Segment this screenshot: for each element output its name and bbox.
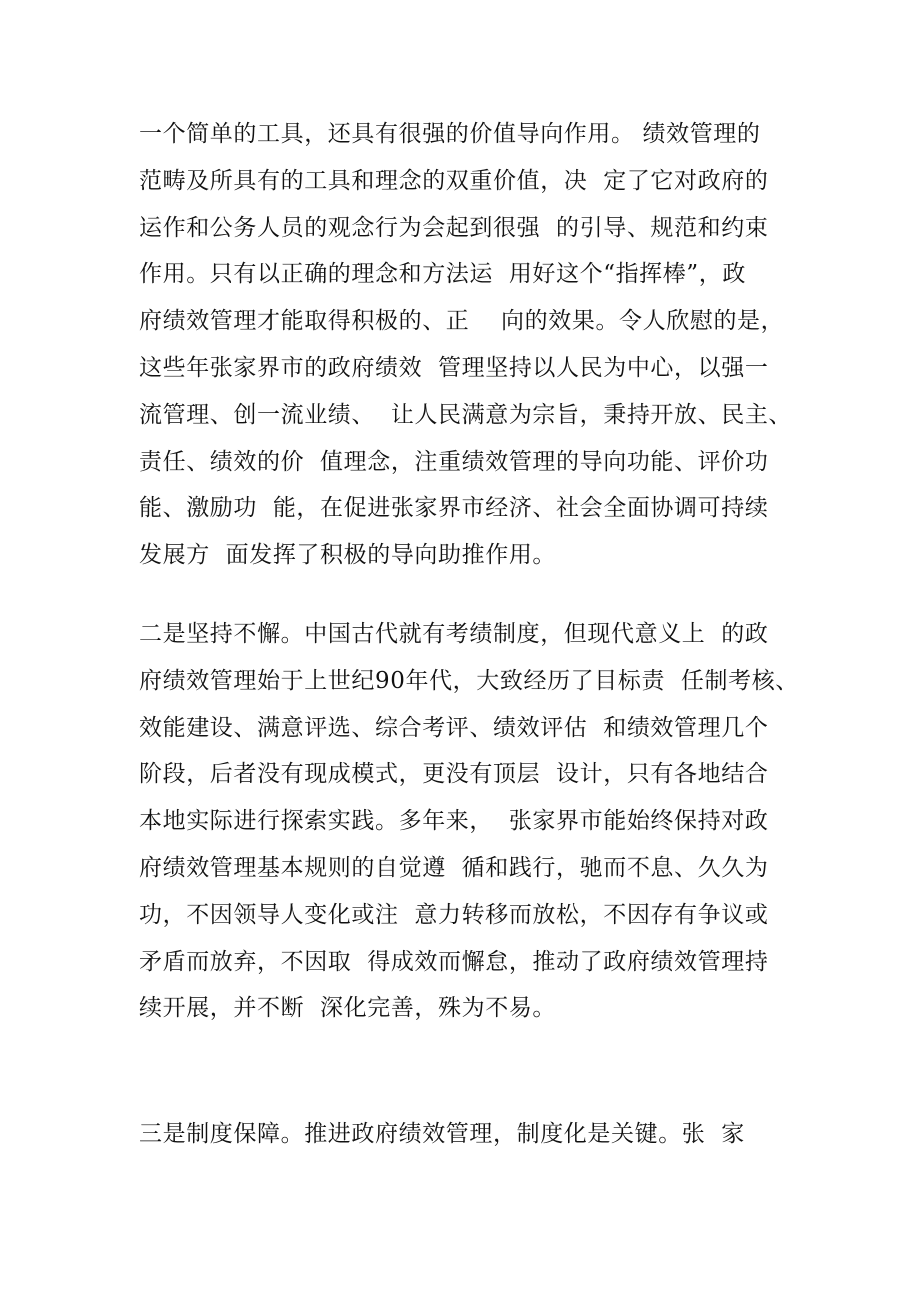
text-line: 府绩效管理基本规则的自觉遵 循和践行，驰而不息、久久为 bbox=[139, 854, 769, 881]
text-line: 作用。只有以正确的理念和方法运 用好这个“指挥棒”，政 bbox=[139, 261, 746, 288]
text-line: 二是坚持不懈。中国古代就有考绩制度，但现代意义上 的政 bbox=[139, 621, 769, 647]
text-line: 运作和公务人员的观念行为会起到很强 的引导、规范和约束 bbox=[139, 214, 769, 241]
text-line: 效能建设、满意评选、综合考评、绩效评估 和绩效管理几个 bbox=[139, 714, 769, 741]
paragraph-value-orientation bbox=[139, 111, 793, 579]
text-line: 矛盾而放弃，不因取 得成效而懈怠，推动了政府绩效管理持 bbox=[139, 948, 769, 975]
text-line: 发展方 面发挥了积极的导向助推作用。 bbox=[139, 542, 557, 569]
text-line: 流管理、创一流业绩、 让人民满意为宗旨，秉持开放、民主、 bbox=[139, 401, 793, 428]
text-line: 能、激励功 能，在促进张家界市经济、社会全面协调可持续 bbox=[139, 495, 769, 522]
text-line: 本地实际进行探索实践。多年来， 张家界市能始终保持对政 bbox=[139, 808, 769, 835]
text-line: 范畴及所具有的工具和理念的双重价值，决 定了它对政府的 bbox=[139, 167, 769, 194]
paragraph-persistence bbox=[139, 611, 799, 1032]
text-line: 府绩效管理才能取得积极的、正 向的效果。令人欣慰的是， bbox=[139, 308, 785, 335]
paragraph-institutional-guarantee bbox=[139, 1111, 789, 1158]
text-line: 阶段，后者没有现成模式，更没有顶层 设计，只有各地结合 bbox=[139, 761, 769, 788]
text-line: 三是制度保障。推进政府绩效管理，制度化是关键。张 家 bbox=[139, 1121, 745, 1147]
text-line: 责任、绩效的价 值理念，注重绩效管理的导向功能、评价功 bbox=[139, 448, 769, 475]
text-line: 功，不因领导人变化或注 意力转移而放松，不因存有争议或 bbox=[139, 901, 769, 928]
text-line: 一个简单的工具，还具有很强的价值导向作用。 绩效管理的 bbox=[139, 121, 761, 147]
text-line: 这些年张家界市的政府绩效 管理坚持以人民为中心，以强一 bbox=[139, 354, 769, 381]
text-line: 府绩效管理始于上世纪90年代，大致经历了目标责 任制考核、 bbox=[139, 667, 799, 694]
text-line: 续开展，并不断 深化完善，殊为不易。 bbox=[139, 995, 557, 1022]
